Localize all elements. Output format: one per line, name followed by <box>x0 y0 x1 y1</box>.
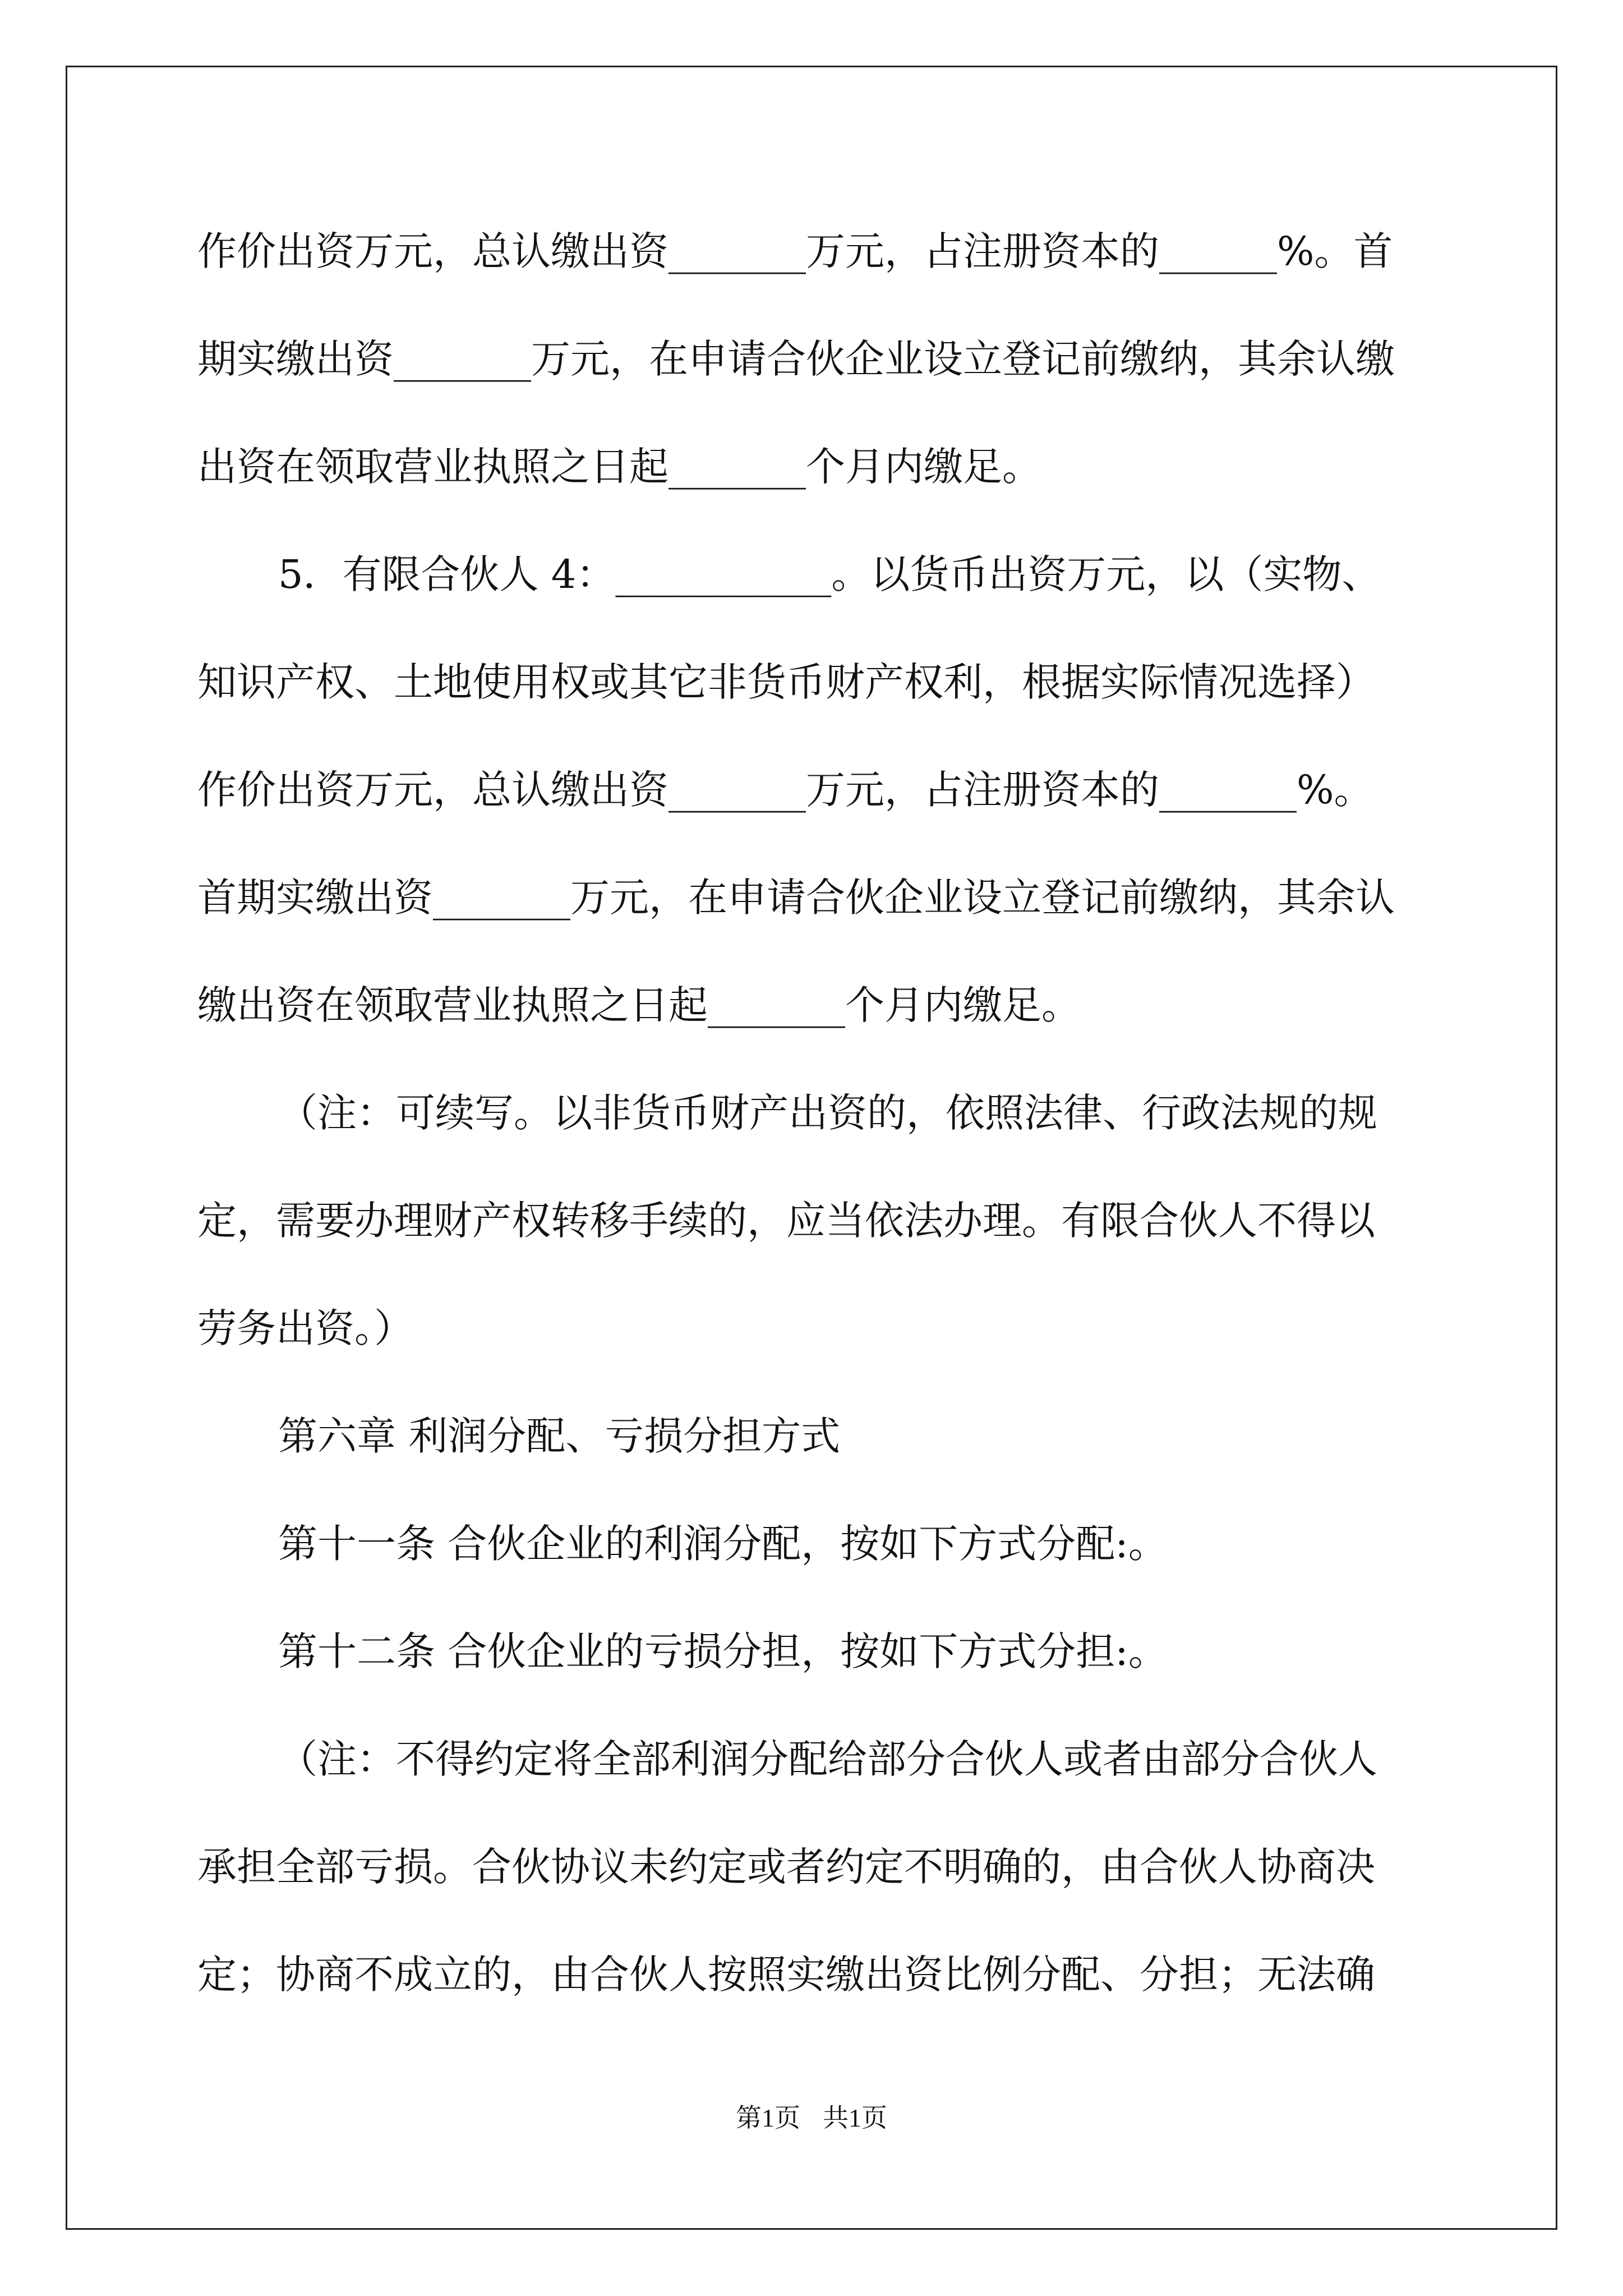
text-line: （注：可续写。以非货币财产出资的，依照法律、行政法规的规 <box>278 1090 1377 1136</box>
chapter-heading: 第六章 利润分配、亏损分担方式 <box>278 1413 841 1459</box>
text-line: 知识产权、土地使用权或其它非货币财产权利，根据实际情况选择） <box>197 659 1375 705</box>
page-total: 共1页 <box>823 2104 887 2132</box>
text-line: 劳务出资。） <box>197 1305 413 1351</box>
article-line: 第十一条 合伙企业的利润分配，按如下方式分配:。 <box>278 1521 1168 1567</box>
text-line: （注：不得约定将全部利润分配给部分合伙人或者由部分合伙人 <box>278 1736 1377 1782</box>
text-line: 5．有限合伙人 4：___________。以货币出资万元，以（实物、 <box>278 551 1381 597</box>
text-line: 作价出资万元，总认缴出资_______万元，占注册资本的_______%。 <box>197 767 1373 813</box>
text-line: 定，需要办理财产权转移手续的，应当依法办理。有限合伙人不得以 <box>197 1198 1375 1244</box>
text-line: 承担全部亏损。合伙协议未约定或者约定不明确的，由合伙人协商决 <box>197 1844 1375 1890</box>
page-number: 第1页 <box>736 2104 800 2132</box>
text-line: 缴出资在领取营业执照之日起_______个月内缴足。 <box>197 982 1081 1028</box>
text-line: 作价出资万元，总认缴出资_______万元，占注册资本的______%。首 <box>197 228 1393 274</box>
text-line: 首期实缴出资_______万元，在申请合伙企业设立登记前缴纳，其余认 <box>197 875 1395 921</box>
text-line: 期实缴出资_______万元，在申请合伙企业设立登记前缴纳，其余认缴 <box>197 336 1395 382</box>
text-line: 定；协商不成立的，由合伙人按照实缴出资比例分配、分担；无法确 <box>197 1952 1375 1998</box>
article-line: 第十二条 合伙企业的亏损分担，按如下方式分担:。 <box>278 1628 1168 1674</box>
text-line: 出资在领取营业执照之日起_______个月内缴足。 <box>197 444 1041 490</box>
page-footer <box>0 2105 1623 2131</box>
page-border <box>66 66 1557 2230</box>
